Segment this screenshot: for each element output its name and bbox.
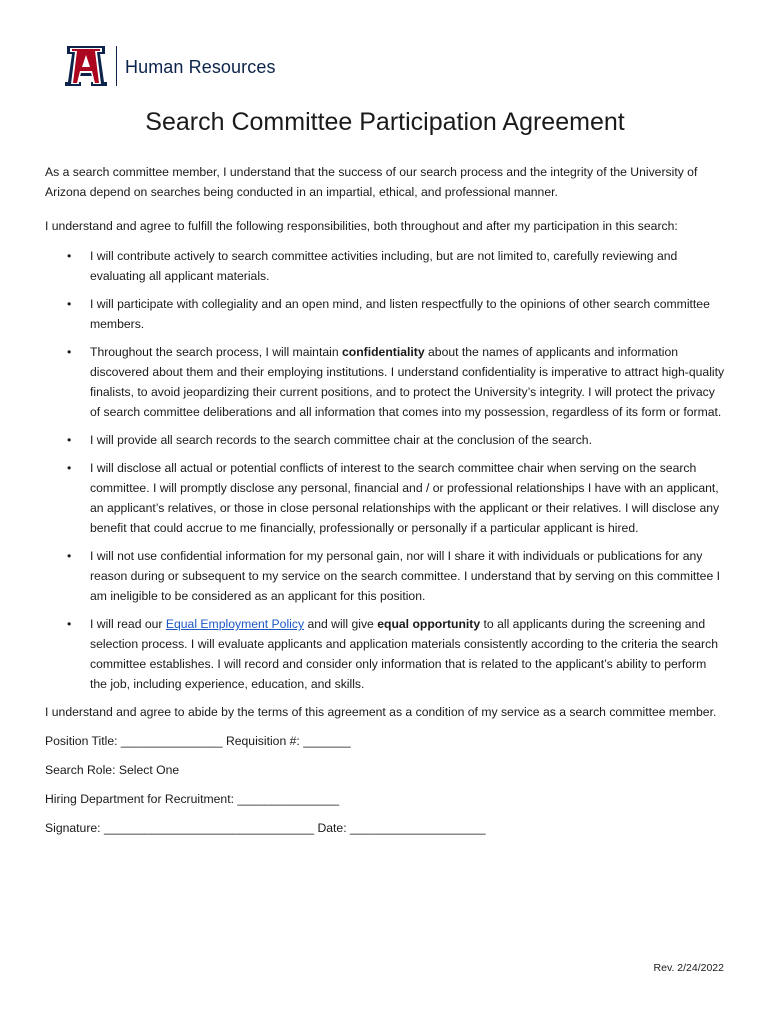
bullet-icon: • — [67, 297, 72, 311]
search-role-select[interactable]: Select One — [118, 763, 180, 777]
equal-opportunity-emphasis: equal opportunity — [377, 617, 481, 631]
bullet-icon: • — [67, 549, 72, 563]
responsibility-text-end: about the names of applicants and information discovered about them and their employing institutions. I understand confidentiality is imperative to attract high-quality finalists, to avoid jeopardizing their current positions, and to protect the University’s integrity. I will protect the privacy of search committee deliberations and all information that comes into my possession, regardless of its form or format. — [90, 345, 725, 419]
signature-label: Signature: — [45, 821, 101, 835]
position-title-label: Position Title: — [45, 734, 118, 748]
bullet-icon: • — [67, 461, 72, 475]
lead-paragraph: I understand and agree to fulfill the following responsibilities, both throughout and after my participation in this search: — [45, 219, 678, 233]
list-item — [45, 458, 725, 538]
header-divider — [116, 46, 117, 86]
requisition-label: Requisition #: — [225, 734, 300, 748]
header — [64, 44, 276, 88]
search-role-row — [45, 760, 725, 780]
hiring-department-label: Hiring Department for Recruitment: — [45, 792, 234, 806]
responsibility-text-start: I will read our — [90, 617, 166, 631]
intro-paragraph: As a search committee member, I understand that the success of our search process and the integrity of the University of Arizona depend on searches being conducted in an impartial, ethical, and professional manner. — [45, 165, 698, 199]
list-item — [45, 294, 725, 334]
list-item — [45, 546, 725, 606]
date-label: Date: — [317, 821, 347, 835]
bullet-icon: • — [67, 617, 72, 631]
responsibility-text-end: to all applicants during the screening and selection process. I will evaluate applicants and application materials consistently according to the criteria the search committee establishes. I will record and consider only information that is related to the applicant’s ability to perform the job, including experience, education, and skills. — [90, 617, 718, 691]
bullet-icon: • — [67, 433, 72, 447]
search-role-label: Search Role: — [45, 763, 116, 777]
responsibilities-list — [45, 246, 725, 694]
bullet-icon: • — [67, 345, 72, 359]
responsibility-text: I will provide all search records to the search committee chair at the conclusion of the search. — [90, 433, 592, 447]
bullet-icon: • — [67, 249, 72, 263]
position-title-field[interactable]: _______________ — [120, 734, 223, 748]
university-logo-icon — [64, 44, 108, 88]
requisition-field[interactable]: _______ — [303, 734, 351, 748]
responsibility-text: I will participate with collegiality and an open mind, and listen respectfully to the opinions of other search committee members. — [90, 297, 710, 331]
equal-employment-policy-link[interactable]: Equal Employment Policy — [165, 617, 305, 631]
responsibility-text: I will contribute actively to search committee activities including, but are not limited to, carefully reviewing and evaluating all applicant materials. — [90, 249, 678, 283]
confidentiality-emphasis: confidentiality — [342, 345, 425, 359]
page-title: Search Committee Participation Agreement — [145, 108, 625, 136]
list-item — [45, 430, 725, 450]
org-name: Human Resources — [125, 56, 276, 77]
position-requisition-row — [45, 731, 725, 751]
hiring-department-row — [45, 789, 725, 809]
responsibility-text: I will not use confidential information for my personal gain, nor will I share it with individuals or publications for any reason during or subsequent to my service on the search committee. I understand that by serving on this committee I am ineligible to be considered as an applicant for this position. — [90, 549, 721, 603]
revision-date: Rev. 2/24/2022 — [653, 962, 724, 974]
date-field[interactable]: ____________________ — [350, 821, 486, 835]
closing-paragraph: I understand and agree to abide by the terms of this agreement as a condition of my service as a search committee member. — [45, 705, 717, 719]
hiring-department-field[interactable]: _______________ — [237, 792, 340, 806]
list-item — [45, 246, 725, 286]
signature-date-row — [45, 818, 725, 838]
list-item — [45, 342, 725, 422]
responsibility-text-mid: and will give — [304, 617, 378, 631]
signature-field[interactable]: _______________________________ — [103, 821, 315, 835]
document-body — [45, 162, 725, 847]
responsibility-text: I will disclose all actual or potential conflicts of interest to the search committee chair when serving on the search committee. I will promptly disclose any personal, financial and / or professional relationships I have with an applicant, an applicant’s relatives, or those in close personal relationships with the applicant or their relatives. I will disclose any benefit that could accrue to me financially, professionally or personally if a particular applicant is hired. — [90, 461, 720, 535]
responsibility-text-start: Throughout the search process, I will maintain — [90, 345, 342, 359]
list-item — [45, 614, 725, 694]
